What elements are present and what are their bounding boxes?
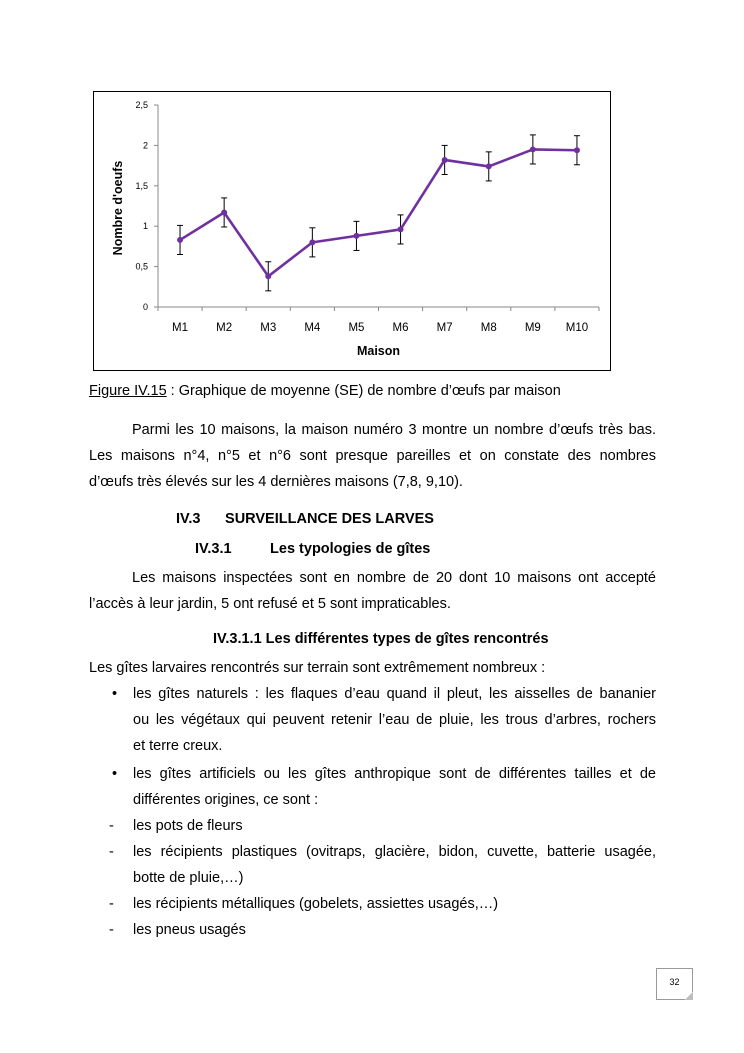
dash-text <box>133 891 656 917</box>
dash-text <box>133 813 656 839</box>
x-tick-label: M7 <box>436 322 453 334</box>
y-tick-label: 2,5 <box>135 100 148 110</box>
dash-line: les pneus usagés <box>133 922 246 938</box>
y-tick-label: 0 <box>142 302 148 312</box>
y-tick-label: 0,5 <box>135 261 148 272</box>
data-point <box>177 237 183 243</box>
x-tick-label: M3 <box>260 322 277 334</box>
x-tick-label: M6 <box>392 322 409 334</box>
dash-item <box>89 917 656 943</box>
y-tick-label: 1,5 <box>135 180 148 191</box>
data-point <box>353 233 359 239</box>
bullet-line: et terre creux. <box>133 738 223 754</box>
x-tick-label: M4 <box>304 322 321 334</box>
bullet-mark: • <box>112 766 118 782</box>
paragraph-eggs-analysis <box>89 417 656 495</box>
y-tick-label: 1 <box>142 221 148 232</box>
x-tick-label: M1 <box>172 322 189 334</box>
subsection-number: IV.3.1 <box>195 541 232 557</box>
data-point <box>574 147 580 153</box>
data-point <box>530 146 536 152</box>
subsection-title: Les typologies de gîtes <box>270 541 431 557</box>
dash-line: botte de pluie,…) <box>133 870 244 886</box>
page-number-box <box>656 968 693 1000</box>
dash-mark: - <box>109 844 114 860</box>
dash-item <box>89 813 656 839</box>
caption-text: : Graphique de moyenne (SE) de nombre d’œufs par maison <box>166 383 561 399</box>
section-number: IV.3 <box>176 511 201 527</box>
dash-item <box>89 891 656 917</box>
y-tick-label: 2 <box>142 140 148 151</box>
figure-ref: Figure IV.15 <box>89 383 167 399</box>
dash-text <box>133 917 656 943</box>
bullet-line: différentes origines, ce sont : <box>133 792 319 808</box>
section-heading <box>176 511 434 527</box>
x-tick-label: M10 <box>565 322 589 334</box>
paragraph-line: l’accès à leur jardin, 5 ont refusé et 5 sont impraticables. <box>89 596 451 612</box>
data-point <box>309 239 315 245</box>
bullet-line: les gîtes artificiels ou les gîtes anthropique sont de différentes tailles et de <box>133 766 656 782</box>
dash-mark: - <box>109 896 114 912</box>
paragraph-inspections <box>89 565 656 617</box>
bullet-item <box>89 761 656 813</box>
x-tick-label: M5 <box>348 322 365 334</box>
subsubsection-heading: IV.3.1.1 Les différentes types de gîtes rencontrés <box>213 631 549 647</box>
paragraph-line: Les maisons inspectées sont en nombre de 20 dont 10 maisons ont accepté <box>132 570 656 586</box>
data-point <box>442 157 448 163</box>
x-tick-label: M9 <box>524 322 541 334</box>
dash-item <box>89 839 656 891</box>
page-corner-fold <box>685 992 693 1000</box>
data-point <box>221 209 227 215</box>
section-title: SURVEILLANCE DES LARVES <box>225 511 434 527</box>
dash-line: les récipients plastiques (ovitraps, glacière, bidon, cuvette, batterie usagée, <box>133 844 656 860</box>
dash-mark: - <box>109 818 114 834</box>
data-point <box>398 226 404 232</box>
bullet-text <box>133 761 656 813</box>
bullet-text <box>133 681 656 759</box>
x-tick-label: M8 <box>480 322 497 334</box>
dash-mark: - <box>109 922 114 938</box>
dash-text <box>133 839 656 891</box>
paragraph-line: Parmi les 10 maisons, la maison numéro 3 montre un nombre d’œufs très bas. <box>132 422 656 438</box>
paragraph-line: d’œufs très élevés sur les 4 dernières maisons (7,8, 9,10). <box>89 474 463 490</box>
bullet-line: ou les végétaux qui peuvent retenir l’eau de pluie, les trous d’arbres, rochers <box>133 712 656 728</box>
mean-eggs-line-chart <box>94 92 610 370</box>
x-tick-label: M2 <box>216 322 233 334</box>
x-axis-title: Maison <box>356 344 401 358</box>
subsection-heading <box>195 541 430 557</box>
bullet-line: les gîtes naturels : les flaques d’eau quand il pleut, les aisselles de bananier <box>133 686 656 702</box>
data-point <box>486 163 492 169</box>
figure-caption <box>89 383 561 399</box>
bullet-mark: • <box>112 686 118 702</box>
paragraph-line: Les maisons n°4, n°5 et n°6 sont presque pareilles et on constate des nombres <box>89 448 656 464</box>
dash-line: les récipients métalliques (gobelets, assiettes usagés,…) <box>133 896 499 912</box>
y-axis-title: Nombre d'oeufs <box>111 160 125 256</box>
page-number: 32 <box>669 977 680 987</box>
chart-frame <box>93 91 611 371</box>
bullet-item <box>89 681 656 759</box>
data-point <box>265 273 271 279</box>
list-intro <box>89 655 656 681</box>
paragraph-line: Les gîtes larvaires rencontrés sur terrain sont extrêmement nombreux : <box>89 660 546 676</box>
dash-line: les pots de fleurs <box>133 818 243 834</box>
series-line <box>180 149 577 276</box>
